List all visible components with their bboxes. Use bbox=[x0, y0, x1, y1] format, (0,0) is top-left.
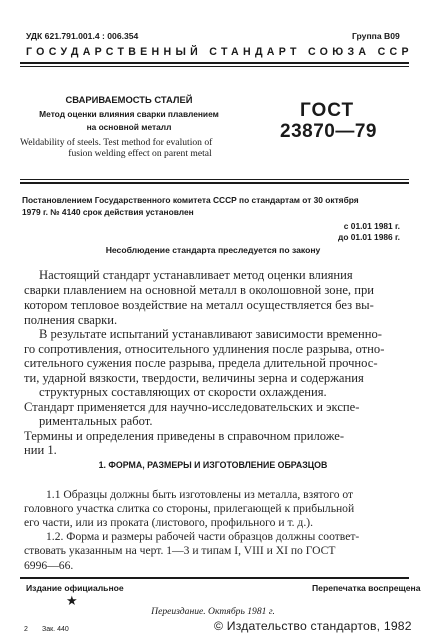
footer-rule bbox=[20, 577, 409, 579]
group-code: Группа В09 bbox=[352, 31, 400, 41]
gost-number: 23870—79 bbox=[280, 121, 377, 142]
body-line: го сопротивления, относительного удлинения после разрыва, отно- bbox=[24, 342, 385, 356]
subtitle-line-2: на основной металл bbox=[86, 122, 172, 132]
decree-line-1: Постановлением Государственного комитета СССР по стандартам от 30 октября bbox=[22, 195, 359, 205]
decree-line-2: 1979 г. № 4140 срок действия установлен bbox=[22, 207, 194, 217]
warning-notice: Несоблюдение стандарта преследуется по закону bbox=[105, 245, 321, 255]
body-line: Термины и определения приведены в справочном приложе- bbox=[24, 429, 345, 443]
body-line: котором тепловое воздействие на металл осуществляется без вы- bbox=[24, 298, 374, 312]
body-line: Стандарт применяется для научно-исследовательских и экспе- bbox=[24, 400, 360, 414]
star-icon: ★ bbox=[66, 593, 78, 608]
title-rule-thin bbox=[20, 179, 409, 180]
section-heading: 1. ФОРМА, РАЗМЕРЫ И ИЗГОТОВЛЕНИЕ ОБРАЗЦОВ bbox=[98, 460, 328, 470]
section-line: 1.2. Форма и размеры рабочей части образцов должны соответ- bbox=[46, 530, 360, 543]
udk-code: УДК 621.791.001.4 : 006.354 bbox=[26, 31, 139, 41]
page-number: 2 bbox=[24, 626, 28, 633]
subtitle-line-1: Метод оценки влияния сварки плавлением bbox=[39, 109, 219, 119]
english-title-line-1: Weldability of steels. Test method for evalution of bbox=[20, 137, 213, 148]
valid-to: до 01.01 1986 г. bbox=[338, 232, 400, 242]
body-line: риментальных работ. bbox=[39, 414, 153, 428]
gost-label: ГОСТ bbox=[300, 100, 355, 121]
section-line: головного участка слитка со стороны, прилегающей к прибыльной bbox=[24, 502, 355, 515]
body-line: структурных составляющих от скорости охлаждения. bbox=[39, 385, 327, 399]
section-line: ствовать указанным на черт. 1—3 и типам I, VIII и XI по ГОСТ bbox=[24, 544, 336, 557]
title-rule-thick bbox=[20, 182, 409, 184]
body-line: Настоящий стандарт устанавливает метод оценки влияния bbox=[39, 268, 353, 282]
document-title: СВАРИВАЕМОСТЬ СТАЛЕЙ bbox=[65, 94, 193, 105]
reissue-note: Переиздание. Октябрь 1981 г. bbox=[151, 606, 275, 617]
section-line: 6996—66. bbox=[24, 559, 74, 572]
header-rule-thin bbox=[20, 66, 409, 67]
body-line: нии 1. bbox=[24, 443, 57, 457]
body-line: полнения сварки. bbox=[24, 313, 118, 327]
english-title-line-2: fusion welding effect on parent metal bbox=[68, 148, 212, 159]
body-line: ти, ударной вязкости, твердости, величины зерна и содержания bbox=[24, 371, 364, 385]
valid-from: с 01.01 1981 г. bbox=[343, 221, 400, 231]
body-line: сительного сужения после разрыва, предела длительной прочнос- bbox=[24, 356, 378, 370]
standard-line: ГОСУДАРСТВЕННЫЙ СТАНДАРТ СОЮЗА ССР bbox=[26, 46, 413, 58]
section-line: его части, или из проката (листового, профильного и т. д.). bbox=[24, 516, 313, 529]
order-number: Зак. 440 bbox=[42, 626, 69, 633]
body-line: сварки плавлением на основной металл в околошовной зоне, при bbox=[24, 283, 374, 297]
section-line: 1.1 Образцы должны быть изготовлены из металла, взятого от bbox=[46, 488, 354, 501]
header-rule-thick bbox=[20, 62, 409, 64]
body-line: В результате испытаний устанавливают зависимости временно- bbox=[39, 327, 382, 341]
reprint-notice: Перепечатка воспрещена bbox=[312, 583, 421, 593]
copyright: © Издательство стандартов, 1982 bbox=[214, 619, 412, 633]
edition-label: Издание официальное bbox=[26, 583, 124, 593]
